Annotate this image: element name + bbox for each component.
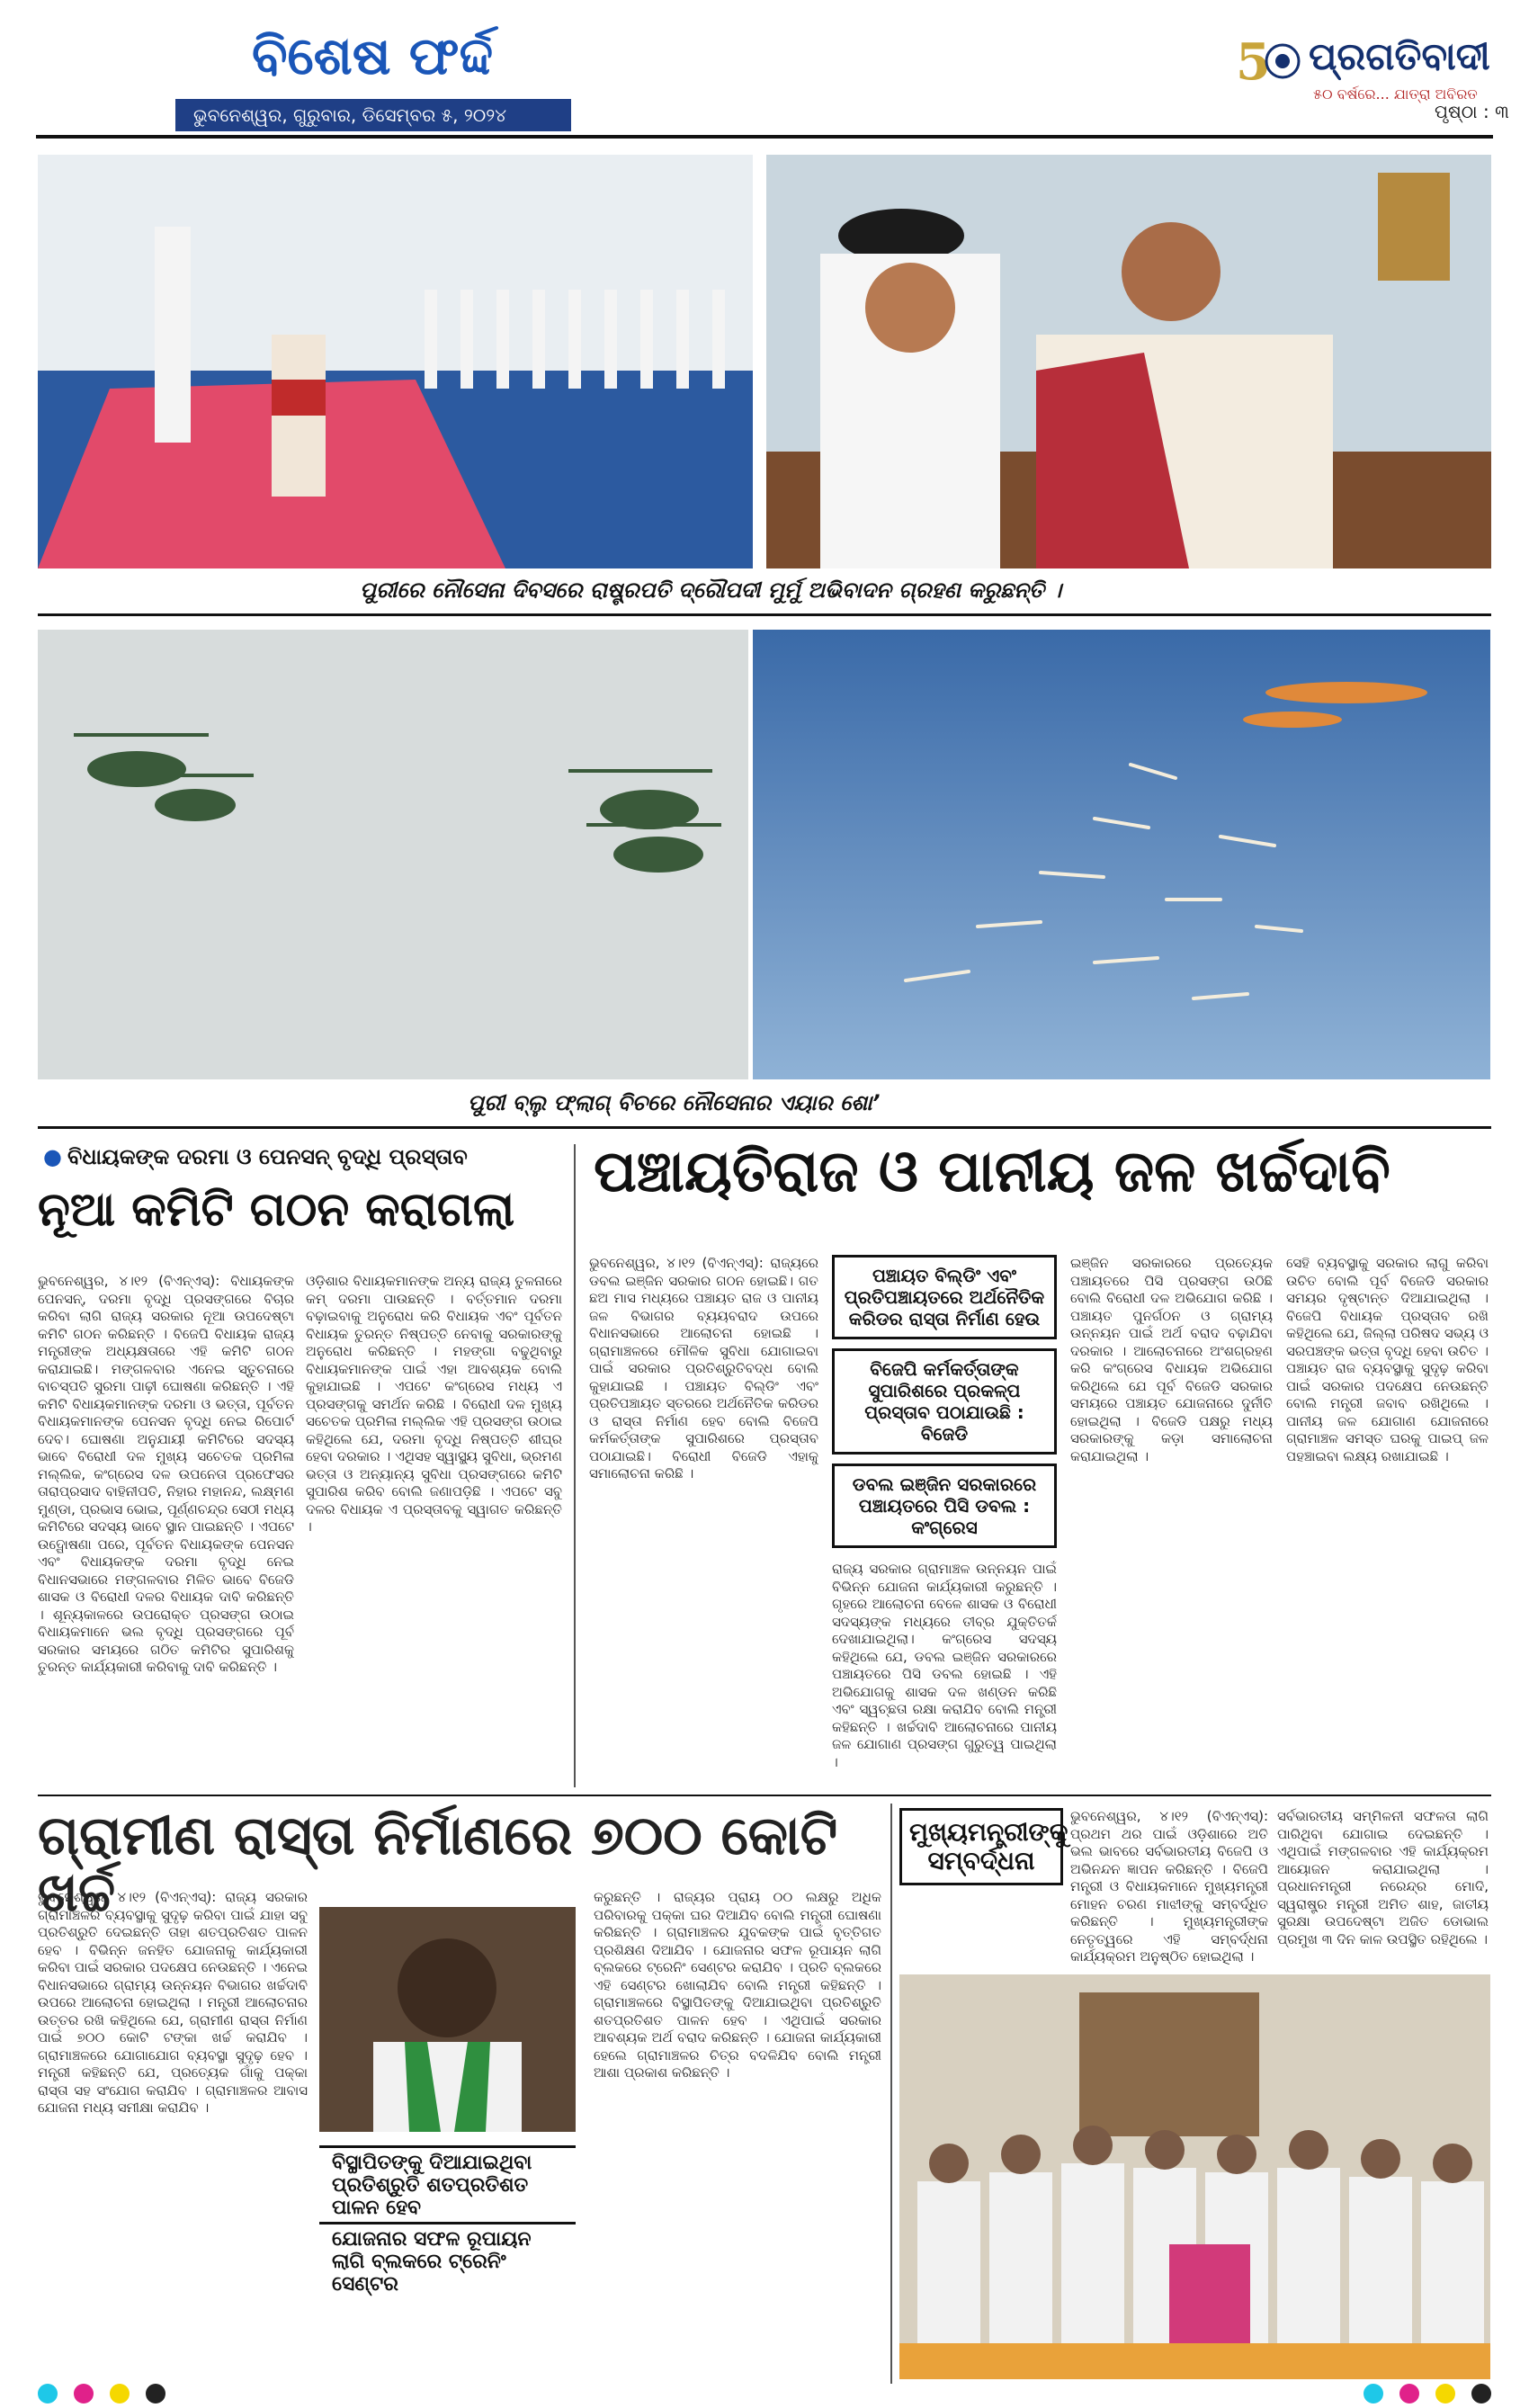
story2-column-3: ଇଞ୍ଜିନ ସରକାରରେ ପ୍ରତ୍ୟେକ ପଞ୍ଚାୟତରେ ପିସି ପ୍ରସଙ୍ଗ ଉଠିଛି ବୋଲି ବିରୋଧୀ ଦଳ ଅଭିଯୋଗ କରିଛି । ପଞ୍ଚାୟତ ପୁନର୍ଗଠନ ଓ ଗ୍ରାମ୍ୟ ଉନ୍ନୟନ ପାଇଁ ଅର୍ଥ ବରାଦ ବଢ଼ାଯିବା ଦରକାର । ଆଲୋଚନାରେ ଅଂଶଗ୍ରହଣ କରି କଂଗ୍ରେସ ବିଧାୟକ ଅଭିଯୋଗ କରିଥିଲେ ଯେ ପୂର୍ବ ବିଜେଡି ସରକାର ସମୟରେ ପଞ୍ଚାୟତ ଯୋଜନାରେ ଦୁର୍ନୀତି ହୋଇଥିଲା । ବିଜେଡି ପକ୍ଷରୁ ମଧ୍ୟ ସରକାରଙ୍କୁ କଡ଼ା ସମାଲୋଚନା କରାଯାଇଥିଲା । [1070, 1255, 1273, 1464]
magenta-dot-icon [1399, 2384, 1419, 2404]
airshow-flares-photo [753, 630, 1490, 1079]
caption-rule-1 [38, 613, 1491, 616]
section-rule [38, 1795, 1491, 1796]
yellow-dot-icon [110, 2384, 130, 2404]
yellow-dot-icon [1435, 2384, 1455, 2404]
story1-kicker: ● ବିଧାୟକଙ୍କ ଦରମା ଓ ପେନସନ୍ ବୃଦ୍ଧି ପ୍ରସ୍ତାବ [43, 1144, 468, 1169]
minister-portrait-photo [319, 1907, 576, 2132]
paper-tagline: ୫୦ ବର୍ଷରେ... ଯାତ୍ରା ଅବିରତ [1313, 85, 1478, 103]
cyan-dot-icon [1364, 2384, 1383, 2404]
helicopters-photo [38, 630, 748, 1079]
caption-rule-2 [38, 1126, 1491, 1129]
black-dot-icon [1471, 2384, 1491, 2404]
magenta-dot-icon [74, 2384, 94, 2404]
story2-box-3: ଡବଲ ଇଞ୍ଜିନ ସରକାରରେ ପଞ୍ଚାୟତରେ ପିସି ଡବଲ : କଂଗ୍ରେସ [832, 1464, 1057, 1548]
story2-box-1: ପଞ୍ଚାୟତ ବିଲ୍ଡିଂ ଏବଂ ପ୍ରତିପଞ୍ଚାୟତରେ ଅର୍ଥନୈତିକ କରିଡର ରାସ୍ତା ନିର୍ମାଣ ହେଉ [832, 1255, 1057, 1339]
story1-column-1: ଭୁବନେଶ୍ୱର, ୪।୧୨ (ବିଏନ୍ଏସ୍): ବିଧାୟକଙ୍କ ପେନସନ୍, ଦରମା ବୃଦ୍ଧି ପ୍ରସଙ୍ଗରେ ବିଚାର କରିବା ଲାଗି ରାଜ୍ୟ ସରକାର ନୂଆ ଉପଦେଷ୍ଟା କମିଟି ଗଠନ କରିଛନ୍ତି । ବିଜେପି ବିଧାୟକ ରାଜ୍ୟ ମନ୍ତ୍ରୀଙ୍କ ଅଧ୍ୟକ୍ଷତାରେ ଏହି କମିଟି ଗଠନ କରାଯାଇଛି। ମଙ୍ଗଳବାର ଏନେଇ ସ୍ତୁଚନାରେ ବାଚସ୍ପତି ସୁରମା ପାଢ଼ୀ ଘୋଷଣା କରିଛନ୍ତି । ଏହି କମିଟି ବିଧାୟକମାନଙ୍କ ଦରମା ଓ ଭତ୍ତା, ପୂର୍ବତନ ବିଧାୟକମାନଙ୍କ ପେନସନ ବୃଦ୍ଧି ନେଇ ରିପୋର୍ଟ ଦେବ। ଘୋଷଣା ଅନୁଯାୟୀ କମିଟିରେ ସଦସ୍ୟ ଭାବେ ବିରୋଧୀ ଦଳ ମୁଖ୍ୟ ସଚେତକ ପ୍ରମିଳା ମଲ୍ଲିକ, କଂଗ୍ରେସ ଦଳ ଉପନେତା ପ୍ରଫେସର ତାରାପ୍ରସାଦ ବାହିନୀପତି, ନିହାର ମହାନନ୍ଦ, ଲକ୍ଷ୍ମଣ ମୁଣ୍ଡା, ପ୍ରଭାସ ଭୋଇ, ପୂର୍ଣ୍ଣଚନ୍ଦ୍ର ସେଠୀ ମଧ୍ୟ କମିଟିରେ ସଦସ୍ୟ ଭାବେ ସ୍ଥାନ ପାଇଛନ୍ତି । ଏପଟେ ଉଦ୍ଘୋଷଣା ପରେ, ପୂର୍ବତନ ବିଧାୟକଙ୍କ ପେନସନ ଏବଂ ବିଧାୟକଙ୍କ ଦରମା ବୃଦ୍ଧି ନେଇ ବିଧାନସଭାରେ ମଙ୍ଗଳବାର ମିଳିତ ଭାବେ ବିଜେଡି ଶାସକ ଓ ବିରୋଧୀ ଦଳର ବିଧାୟକ ଦାବି କରିଛନ୍ତି । ଶୂନ୍ୟକାଳରେ ଉପରୋକ୍ତ ପ୍ରସଙ୍ଗ ଉଠାଇ ବିଧାୟକମାନେ ଭଲ ବୃଦ୍ଧି ପ୍ରସଙ୍ଗରେ ପୂର୍ବ ସରକାର ସମୟରେ ଗଠିତ କମିଟିର ସୁପାରିଶକୁ ତୁରନ୍ତ କାର୍ଯ୍ୟକାରୀ କରିବାକୁ ଦାବି କରିଛନ୍ତି । [38, 1273, 294, 1675]
print-registration-marks [38, 2384, 1491, 2404]
column-divider [574, 1144, 576, 1787]
story1-column-2: ଓଡ଼ିଶାର ବିଧାୟକମାନଙ୍କ ଅନ୍ୟ ରାଜ୍ୟ ତୁଳନାରେ କମ୍ ଦରମା ପାଉଛନ୍ତି । ବର୍ତ୍ତମାନ ଦରମା ବଢ଼ାଇବାକୁ ଅନୁରୋଧ କରି ବିଧାୟକ ଏବଂ ପୂର୍ବତନ ବିଧାୟକ ତୁରନ୍ତ ନିଷ୍ପତ୍ତି ନେବାକୁ ସରକାରଙ୍କୁ ଅନୁରୋଧ କରିଛନ୍ତି । ମହଙ୍ଗା ବଢୁଥିବାରୁ ବିଧାୟକମାନଙ୍କ ପାଇଁ ଏହା ଆବଶ୍ୟକ ବୋଲି କୁହାଯାଇଛି । ଏପଟେ କଂଗ୍ରେସ ମଧ୍ୟ ଏ ପ୍ରସଙ୍ଗକୁ ସମର୍ଥନ କରିଛି । ବିରୋଧୀ ଦଳ ମୁଖ୍ୟ ସଚେତକ ପ୍ରମିଳା ମଲ୍ଲିକ ଏହି ପ୍ରସଙ୍ଗ ଉଠାଇ କହିଥିଲେ ଯେ, ଦରମା ବୃଦ୍ଧି ନିଷ୍ପତ୍ତି ଶୀଘ୍ର ହେବା ଦରକାର । ଏଥିସହ ସ୍ୱାସ୍ଥ୍ୟ ସୁବିଧା, ଭ୍ରମଣ ଭତ୍ତା ଓ ଅନ୍ୟାନ୍ୟ ସୁବିଧା ପ୍ରସଙ୍ଗରେ କମିଟି ସୁପାରିଶ କରିବ ବୋଲି ଜଣାପଡ଼ିଛି । ଏପଟେ ସବୁ ଦଳର ବିଧାୟକ ଏ ପ୍ରସ୍ତାବକୁ ସ୍ୱାଗତ କରିଛନ୍ତି । [306, 1273, 562, 1535]
masthead-rule [36, 135, 1493, 139]
photo-caption-1: ପୁରୀରେ ନୌସେନା ଦିବସରେ ରାଷ୍ଟ୍ରପତି ଦ୍ରୌପଦୀ ମୁର୍ମୁ ଅଭିବାଦନ ଗ୍ରହଣ କରୁଛନ୍ତି । [360, 577, 1062, 603]
president-parade-photo [38, 155, 753, 568]
story2-highlight-boxes [832, 1255, 1057, 1548]
black-dot-icon [146, 2384, 165, 2404]
story2-box-2: ବିଜେପି କର୍ମକର୍ତ୍ତାଙ୍କ ସୁପାରିଶରେ ପ୍ରକଳ୍ପ ପ୍ରସ୍ତାବ ପଠାଯାଉଛି : ବିଜେଡି [832, 1348, 1057, 1455]
column-divider-2 [890, 1804, 892, 2384]
section-title: ବିଶେଷ ଫର୍ଦ୍ଦ [252, 25, 494, 86]
story3-column-1: ଭୁବନେଶ୍ୱର, ୪।୧୨ (ବିଏନ୍ଏସ୍): ରାଜ୍ୟ ସରକାର ଗ୍ରାମାଞ୍ଚଳର ବ୍ୟବସ୍ଥାକୁ ସୁଦୃଢ଼ କରିବା ପାଇଁ ଯାହା ସବୁ ପ୍ରତିଶ୍ରୁତି ଦେଇଛନ୍ତି ତାହା ଶତପ୍ରତିଶତ ପାଳନ ହେବ । ବିଭିନ୍ନ ଜନହିତ ଯୋଜନାକୁ କାର୍ଯ୍ୟକାରୀ କରିବା ପାଇଁ ସରକାର ପଦକ୍ଷେପ ନେଉଛନ୍ତି । ଏନେଇ ବିଧାନସଭାରେ ଗ୍ରାମ୍ୟ ଉନ୍ନୟନ ବିଭାଗର ଖର୍ଚ୍ଚଦାବି ଉପରେ ଆଲୋଚନା ହୋଇଥିଲା । ମନ୍ତ୍ରୀ ଆଲୋଚନାର ଉତ୍ତର ରଖି କହିଥିଲେ ଯେ, ଗ୍ରାମୀଣ ରାସ୍ତା ନିର୍ମାଣ ପାଇଁ ୭୦୦ କୋଟି ଟଙ୍କା ଖର୍ଚ୍ଚ କରାଯିବ । ଗ୍ରାମାଞ୍ଚଳରେ ଯୋଗାଯୋଗ ବ୍ୟବସ୍ଥା ସୁଦୃଢ଼ ହେବ । ମନ୍ତ୍ରୀ କହିଛନ୍ତି ଯେ, ପ୍ରତ୍ୟେକ ଗାଁକୁ ପକ୍କା ରାସ୍ତା ସହ ସଂଯୋଗ କରାଯିବ । ଗ୍ରାମାଞ୍ଚଳର ଆବାସ ଯୋଜନା ମଧ୍ୟ ସମୀକ୍ଷା କରାଯିବ । [38, 1889, 308, 2116]
dateline: ଭୁବନେଶ୍ୱର, ଗୁରୁବାର, ଡିସେମ୍ବର ୫, ୨୦୨୪ [175, 99, 571, 131]
story3-column-2: କରୁଛନ୍ତି । ରାଜ୍ୟର ପ୍ରାୟ ୦୦ ଲକ୍ଷରୁ ଅଧିକ ପରିବାରକୁ ପକ୍କା ଘର ଦିଆଯିବ ବୋଲି ମନ୍ତ୍ରୀ ଘୋଷଣା କରିଛନ୍ତି । ଗ୍ରାମାଞ୍ଚଳର ଯୁବକଙ୍କ ପାଇଁ ବୃତ୍ତିଗତ ପ୍ରଶିକ୍ଷଣ ଦିଆଯିବ । ଯୋଜନାର ସଫଳ ରୂପାୟନ ଲାଗି ବ୍ଲକରେ ଟ୍ରେନିଂ ସେଣ୍ଟର କରାଯିବ । ପ୍ରତି ବ୍ଲକରେ ଏହି ସେଣ୍ଟର ଖୋଲାଯିବ ବୋଲି ମନ୍ତ୍ରୀ କହିଛନ୍ତି । ଗ୍ରାମାଞ୍ଚଳରେ ବିସ୍ଥାପିତଙ୍କୁ ଦିଆଯାଇଥିବା ପ୍ରତିଶ୍ରୁତି ଶତପ୍ରତିଶତ ପାଳନ ହେବ । ଏଥିପାଇଁ ସରକାର ଆବଶ୍ୟକ ଅର୍ଥ ବରାଦ କରିଛନ୍ତି । ଯୋଜନା କାର୍ଯ୍ୟକାରୀ ହେଲେ ଗ୍ରାମାଞ୍ଚଳର ଚିତ୍ର ବଦଳିଯିବ ବୋଲି ମନ୍ତ୍ରୀ ଆଶା ପ୍ରକାଶ କରିଛନ୍ତି । [594, 1889, 881, 2081]
story4-column-2: ସର୍ବଭାରତୀୟ ସମ୍ମିଳନୀ ସଫଳତା ଲାଗି ପାରିଥିବା ଯୋଗାଇ ଦେଇଛନ୍ତି । ଏଥିପାଇଁ ମଙ୍ଗଳବାର ଏହି କାର୍ଯ୍ୟକ୍ରମ ଆୟୋଜନ କରାଯାଇଥିଲା । ପ୍ରଧାନମନ୍ତ୍ରୀ ନରେନ୍ଦ୍ର ମୋଦି, ସ୍ୱରାଷ୍ଟ୍ର ମନ୍ତ୍ରୀ ଅମିତ ଶାହ, ଜାତୀୟ ସୁରକ୍ଷା ଉପଦେଷ୍ଟା ଅଜିତ ଡୋଭାଲ ପ୍ରମୁଖ ୩ ଦିନ କାଳ ଉପସ୍ଥିତ ରହିଥିଲେ । [1277, 1808, 1489, 1947]
page-number: ପୃଷ୍ଠା : ୩ [1435, 101, 1509, 122]
story3-pullquote-1: ବିସ୍ଥାପିତଙ୍କୁ ଦିଆଯାଇଥିବା ପ୍ରତିଶ୍ରୁତି ଶତପ୍ରତିଶତ ପାଳନ ହେବ [319, 2145, 576, 2223]
story2-column-1: ଭୁବନେଶ୍ୱର, ୪।୧୨ (ବିଏନ୍ଏସ୍): ରାଜ୍ୟରେ ଡବଲ ଇଞ୍ଜିନ ସରକାର ଗଠନ ହୋଇଛି। ଗତ ଛଅ ମାସ ମଧ୍ୟରେ ପଞ୍ଚାୟତ ରାଜ ଓ ପାନୀୟ ଜଳ ବିଭାଗର ବ୍ୟୟବରାଦ ଉପରେ ବିଧାନସଭାରେ ଆଲୋଚନା ହୋଇଛି । ଗ୍ରାମାଞ୍ଚଳରେ ମୌଳିକ ସୁବିଧା ଯୋଗାଇବା ପାଇଁ ସରକାର ପ୍ରତିଶ୍ରୁତିବଦ୍ଧ ବୋଲି କୁହାଯାଇଛି । ପଞ୍ଚାୟତ ବିଲ୍ଡିଂ ଏବଂ ପ୍ରତିପଞ୍ଚାୟତ ସ୍ତରରେ ଅର୍ଥନୈତିକ କରିଡର ଓ ରାସ୍ତା ନିର୍ମାଣ ହେବ ବୋଲି ବିଜେପି କର୍ମକର୍ତ୍ତାଙ୍କ ସୁପାରିଶରେ ପ୍ରସ୍ତାବ ପଠାଯାଇଛି। ବିରୋଧୀ ବିଜେଡି ଏହାକୁ ସମାଲୋଚନା କରିଛି । [589, 1255, 818, 1482]
story3-headline: ଗ୍ରାମୀଣ ରାସ୍ତା ନିର୍ମାଣରେ ୭୦୦ କୋଟି ଖର୍ଚ୍ଚ [38, 1804, 838, 1924]
story4-column-1: ଭୁବନେଶ୍ୱର, ୪।୧୨ (ବିଏନ୍ଏସ୍): ପ୍ରଥମ ଥର ପାଇଁ ଓଡ଼ିଶାରେ ଅତି ଭଲ ଭାବରେ ସର୍ବଭାରତୀୟ ବିଜେପି ଓ ଅଭିନନ୍ଦନ ଜ୍ଞାପନ କରିଛନ୍ତି । ବିଜେପି ମନ୍ତ୍ରୀ ଓ ବିଧାୟକମାନେ ମୁଖ୍ୟମନ୍ତ୍ରୀ ମୋହନ ଚରଣ ମାଝୀଙ୍କୁ ସମ୍ବର୍ଦ୍ଧିତ କରିଛନ୍ତି । ମୁଖ୍ୟମନ୍ତ୍ରୀଙ୍କ ନେତୃତ୍ୱରେ ଏହି ସମ୍ବର୍ଦ୍ଧନା କାର୍ଯ୍ୟକ୍ରମ ଅନୁଷ୍ଠିତ ହୋଇଥିଲା । [1070, 1808, 1268, 1965]
story4-headline: ମୁଖ୍ୟମନ୍ତ୍ରୀଙ୍କୁ ସମ୍ବର୍ଦ୍ଧନା [899, 1808, 1063, 1885]
felicitation-group-photo [899, 1974, 1490, 2379]
story1-headline: ନୂଆ କମିଟି ଗଠନ କରାଗଲା [38, 1183, 515, 1237]
photo-caption-2: ପୁରୀ ବ୍ଲୁ ଫ୍ଲାଗ୍ ବିଚରେ ନୌସେନାର ଏୟାର ଶୋ’ [468, 1090, 881, 1115]
paper-name: ପ୍ରଗତିବାଦୀ [1309, 34, 1490, 78]
svg-text:5: 5 [1236, 32, 1271, 92]
president-seated-photo [766, 155, 1491, 568]
story3-pullquote-2: ଯୋଜନାର ସଫଳ ରୂପାୟନ ଲାଗି ବ୍ଲକରେ ଟ୍ରେନିଂ ସେଣ୍ଟର [319, 2222, 576, 2299]
story2-column-4: ସେହି ବ୍ୟବସ୍ଥାକୁ ସରକାର ଲାଗୁ କରିବା ଉଚିତ ବୋଲି ପୂର୍ବ ବିଜେଡି ସରକାର ସମୟର ଦୃଷ୍ଟାନ୍ତ ଦିଆଯାଇଥିଲା । ବିଜେପି ବିଧାୟକ ପ୍ରସ୍ତାବ ରଖି କହିଥିଲେ ଯେ, ଜିଲ୍ଲା ପରିଷଦ ସଭ୍ୟ ଓ ସରପଞ୍ଚଙ୍କ ଭତ୍ତା ବୃଦ୍ଧି ହେବା ଉଚିତ । ପଞ୍ଚାୟତ ରାଜ ବ୍ୟବସ୍ଥାକୁ ସୁଦୃଢ଼ କରିବା ପାଇଁ ସରକାର ପଦକ୍ଷେପ ନେଉଛନ୍ତି ବୋଲି ମନ୍ତ୍ରୀ ଜବାବ ରଖିଥିଲେ । ପାନୀୟ ଜଳ ଯୋଗାଣ ଯୋଜନାରେ ଗ୍ରାମାଞ୍ଚଳ ସମସ୍ତ ଘରକୁ ପାଇପ୍ ଜଳ ପହଞ୍ଚାଇବା ଲକ୍ଷ୍ୟ ରଖାଯାଇଛି । [1286, 1255, 1489, 1464]
cyan-dot-icon [38, 2384, 58, 2404]
fifty-years-logo-icon [1232, 27, 1304, 99]
story2-headline: ପଞ୍ଚାୟତିରାଜ ଓ ପାନୀୟ ଜଳ ଖର୍ଚ୍ଚଦାବି [594, 1139, 1390, 1205]
story2-column-2: ରାଜ୍ୟ ସରକାର ଗ୍ରାମାଞ୍ଚଳ ଉନ୍ନୟନ ପାଇଁ ବିଭିନ୍ନ ଯୋଜନା କାର୍ଯ୍ୟକାରୀ କରୁଛନ୍ତି । ଗୃହରେ ଆଲୋଚନା ବେଳେ ଶାସକ ଓ ବିରୋଧୀ ସଦସ୍ୟଙ୍କ ମଧ୍ୟରେ ତୀବ୍ର ଯୁକ୍ତିତର୍କ ଦେଖାଯାଇଥିଲା। କଂଗ୍ରେସ ସଦସ୍ୟ କହିଥିଲେ ଯେ, ଡବଲ ଇଞ୍ଜିନ ସରକାରରେ ପଞ୍ଚାୟତରେ ପିସି ଡବଲ ହୋଇଛି । ଏହି ଅଭିଯୋଗକୁ ଶାସକ ଦଳ ଖଣ୍ଡନ କରିଛି ଏବଂ ସ୍ୱଚ୍ଛତା ରକ୍ଷା କରାଯିବ ବୋଲି ମନ୍ତ୍ରୀ କହିଛନ୍ତି । ଖର୍ଚ୍ଚଦାବି ଆଲୋଚନାରେ ପାନୀୟ ଜଳ ଯୋଗାଣ ପ୍ରସଙ୍ଗ ଗୁରୁତ୍ୱ ପାଇଥିଲା । [832, 1561, 1057, 1770]
